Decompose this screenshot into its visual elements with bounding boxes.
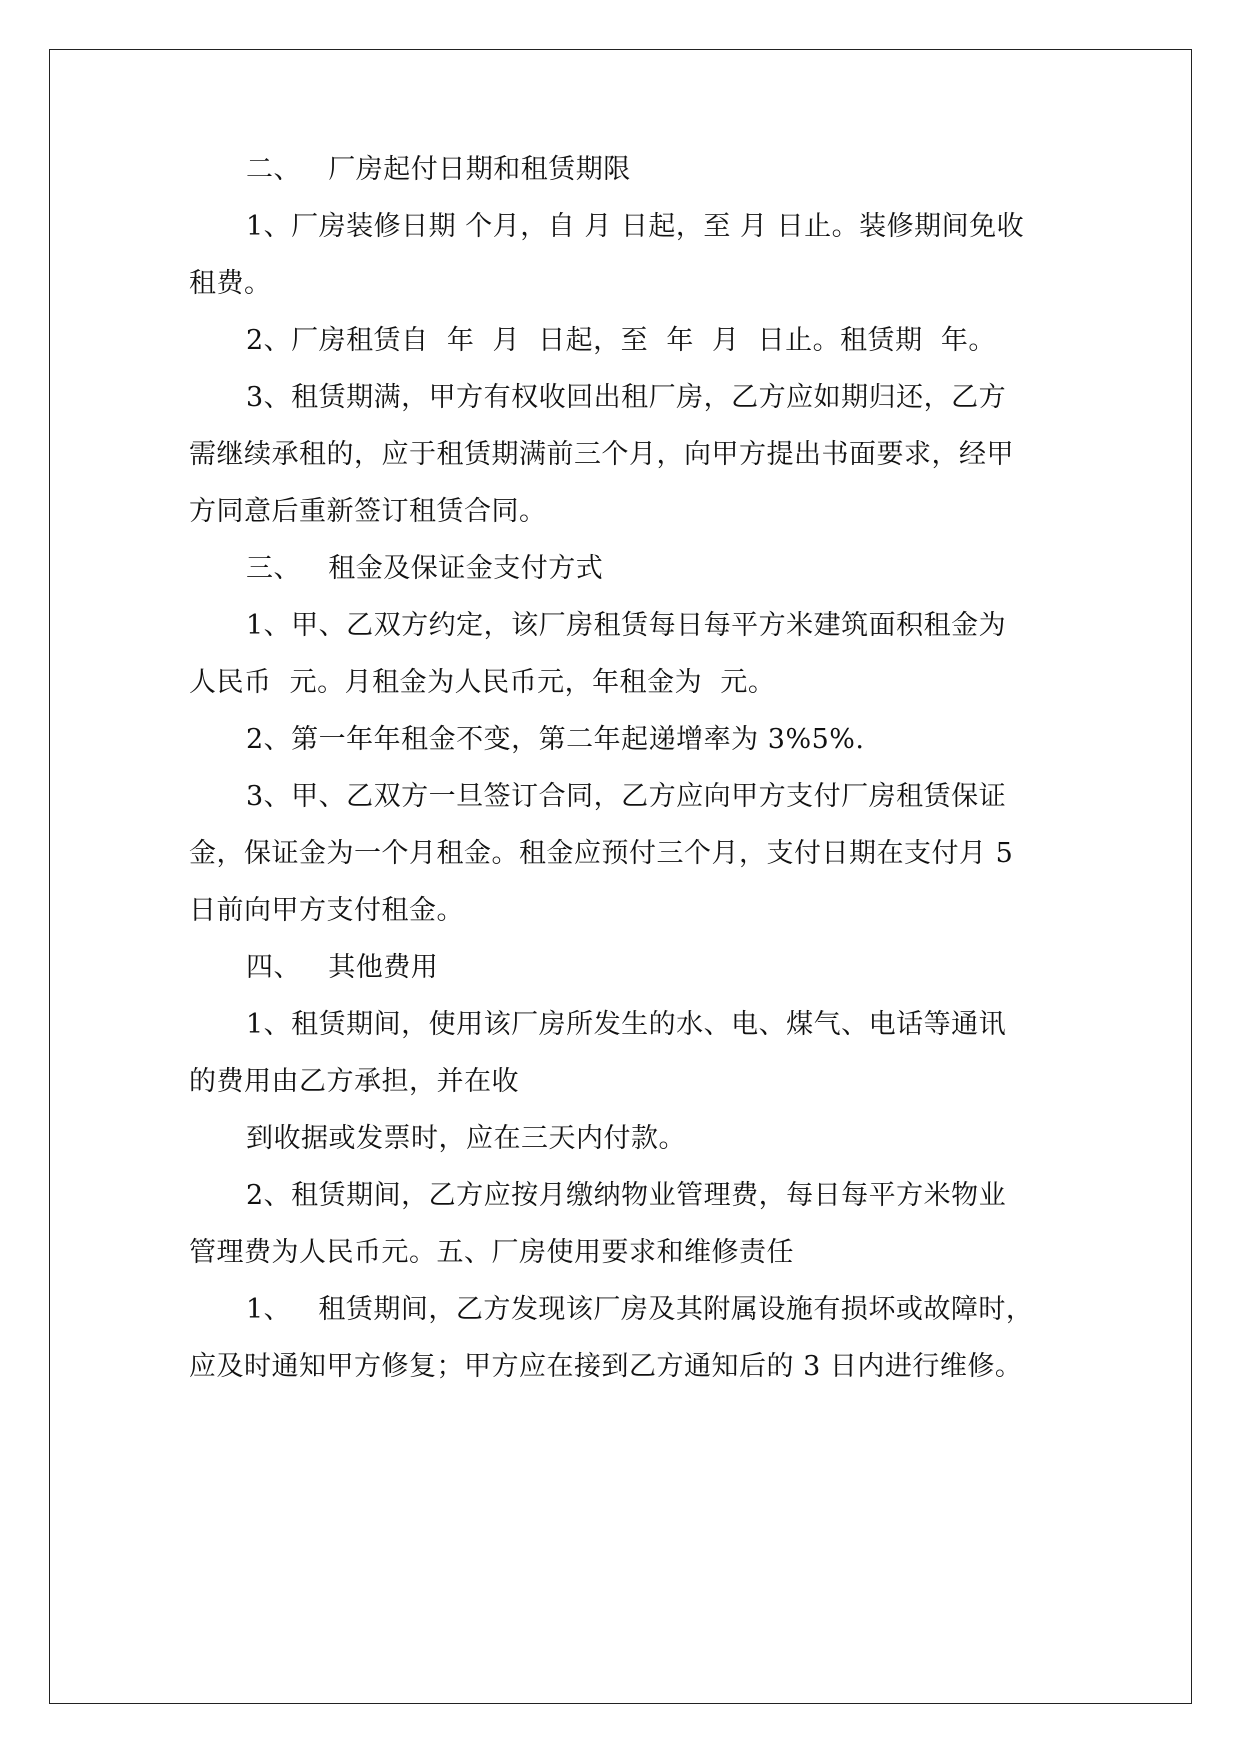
paragraph-line: 到收据或发票时，应在三天内付款。 [246,1123,686,1154]
paragraph-line: 2、第一年年租金不变，第二年起递增率为 3%5%. [246,724,865,755]
paragraph-line: 1、甲、乙双方约定，该厂房租赁每日每平方米建筑面积租金为 [246,610,1007,641]
paragraph-line: 1、 租赁期间，乙方发现该厂房及其附属设施有损坏或故障时， [246,1294,1034,1325]
paragraph-line: 1、租赁期间，使用该厂房所发生的水、电、煤气、电话等通讯 [246,1009,1007,1040]
paragraph-line: 人民币 元。月租金为人民币元，年租金为 元。 [189,667,776,698]
paragraph-line: 3、甲、乙双方一旦签订合同，乙方应向甲方支付厂房租赁保证 [246,781,1007,812]
paragraph-line: 2、厂房租赁自 年 月 日起，至 年 月 日止。租赁期 年。 [246,325,996,356]
section-heading-3: 三、 租金及保证金支付方式 [246,553,604,584]
paragraph-line: 1、厂房装修日期 个月，自 月 日起，至 月 日止。装修期间免收 [246,211,1025,242]
paragraph-line: 日前向甲方支付租金。 [189,895,464,926]
paragraph-line: 3、租赁期满，甲方有权收回出租厂房，乙方应如期归还，乙方 [246,382,1007,413]
section-heading-2: 二、 厂房起付日期和租赁期限 [246,154,631,185]
paragraph-line: 需继续承租的，应于租赁期满前三个月，向甲方提出书面要求，经甲 [189,439,1014,470]
paragraph-line: 应及时通知甲方修复；甲方应在接到乙方通知后的 3 日内进行维修。 [189,1351,1023,1382]
paragraph-line: 金，保证金为一个月租金。租金应预付三个月，支付日期在支付月 5 [189,838,1014,869]
paragraph-line: 租费。 [189,268,272,299]
paragraph-line: 的费用由乙方承担，并在收 [189,1066,519,1097]
paragraph-line: 方同意后重新签订租赁合同。 [189,496,547,527]
paragraph-line: 管理费为人民币元。五、厂房使用要求和维修责任 [189,1237,794,1268]
paragraph-line: 2、租赁期间，乙方应按月缴纳物业管理费，每日每平方米物业 [246,1180,1007,1211]
section-heading-4: 四、 其他费用 [246,952,439,983]
